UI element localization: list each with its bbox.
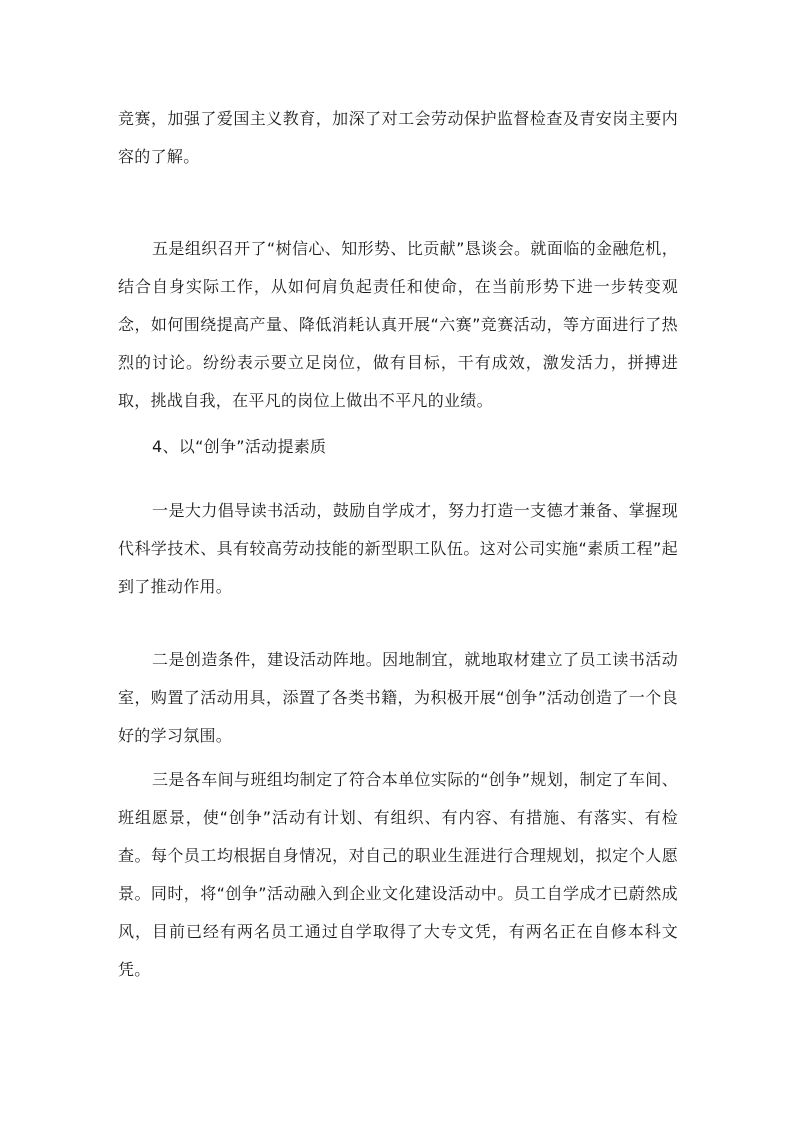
paragraph-continuation: 竞赛，加强了爱国主义教育，加深了对工会劳动保护监督检查及青安岗主要内容的了解。 xyxy=(118,109,678,166)
paragraph-item-one: 一是大力倡导读书活动，鼓励自学成才，努力打造一支德才兼备、掌握现代科学技术、具有较高劳动技能的新型职工队伍。这对公司实施“素质工程”起到了推动作用。 xyxy=(118,501,678,596)
paragraph-item-five: 五是组织召开了“树信心、知形势、比贡献”恳谈会。就面临的金融危机，结合自身实际工作，从如何肩负起责任和使命，在当前形势下进一步转变观念，如何围绕提高产量、降低消耗认真开展“六赛”竞赛活动，等方面进行了热烈的讨论。纷纷表示要立足岗位，做有目标，干有成效，激发活力，拼搏进取，挑战自我，在平凡的岗位上做出不平凡的业绩。 xyxy=(118,239,678,410)
section-heading: 4、以“创争”活动提素质 xyxy=(152,437,327,456)
paragraph-item-two: 二是创造条件，建设活动阵地。因地制宜，就地取材建立了员工读书活动室，购置了活动用具，添置了各类书籍，为积极开展“创争”活动创造了一个良好的学习氛围。 xyxy=(118,650,678,745)
paragraph-item-three: 三是各车间与班组均制定了符合本单位实际的“创争”规划，制定了车间、班组愿景，使“创争”活动有计划、有组织、有内容、有措施、有落实、有检查。每个员工均根据自身情况，对自己的职业生涯进行合理规划，拟定个人愿景。同时，将“创争”活动融入到企业文化建设活动中。员工自学成才已蔚然成风，目前已经有两名员工通过自学取得了大专文凭，有两名正在自修本科文凭。 xyxy=(118,770,678,979)
